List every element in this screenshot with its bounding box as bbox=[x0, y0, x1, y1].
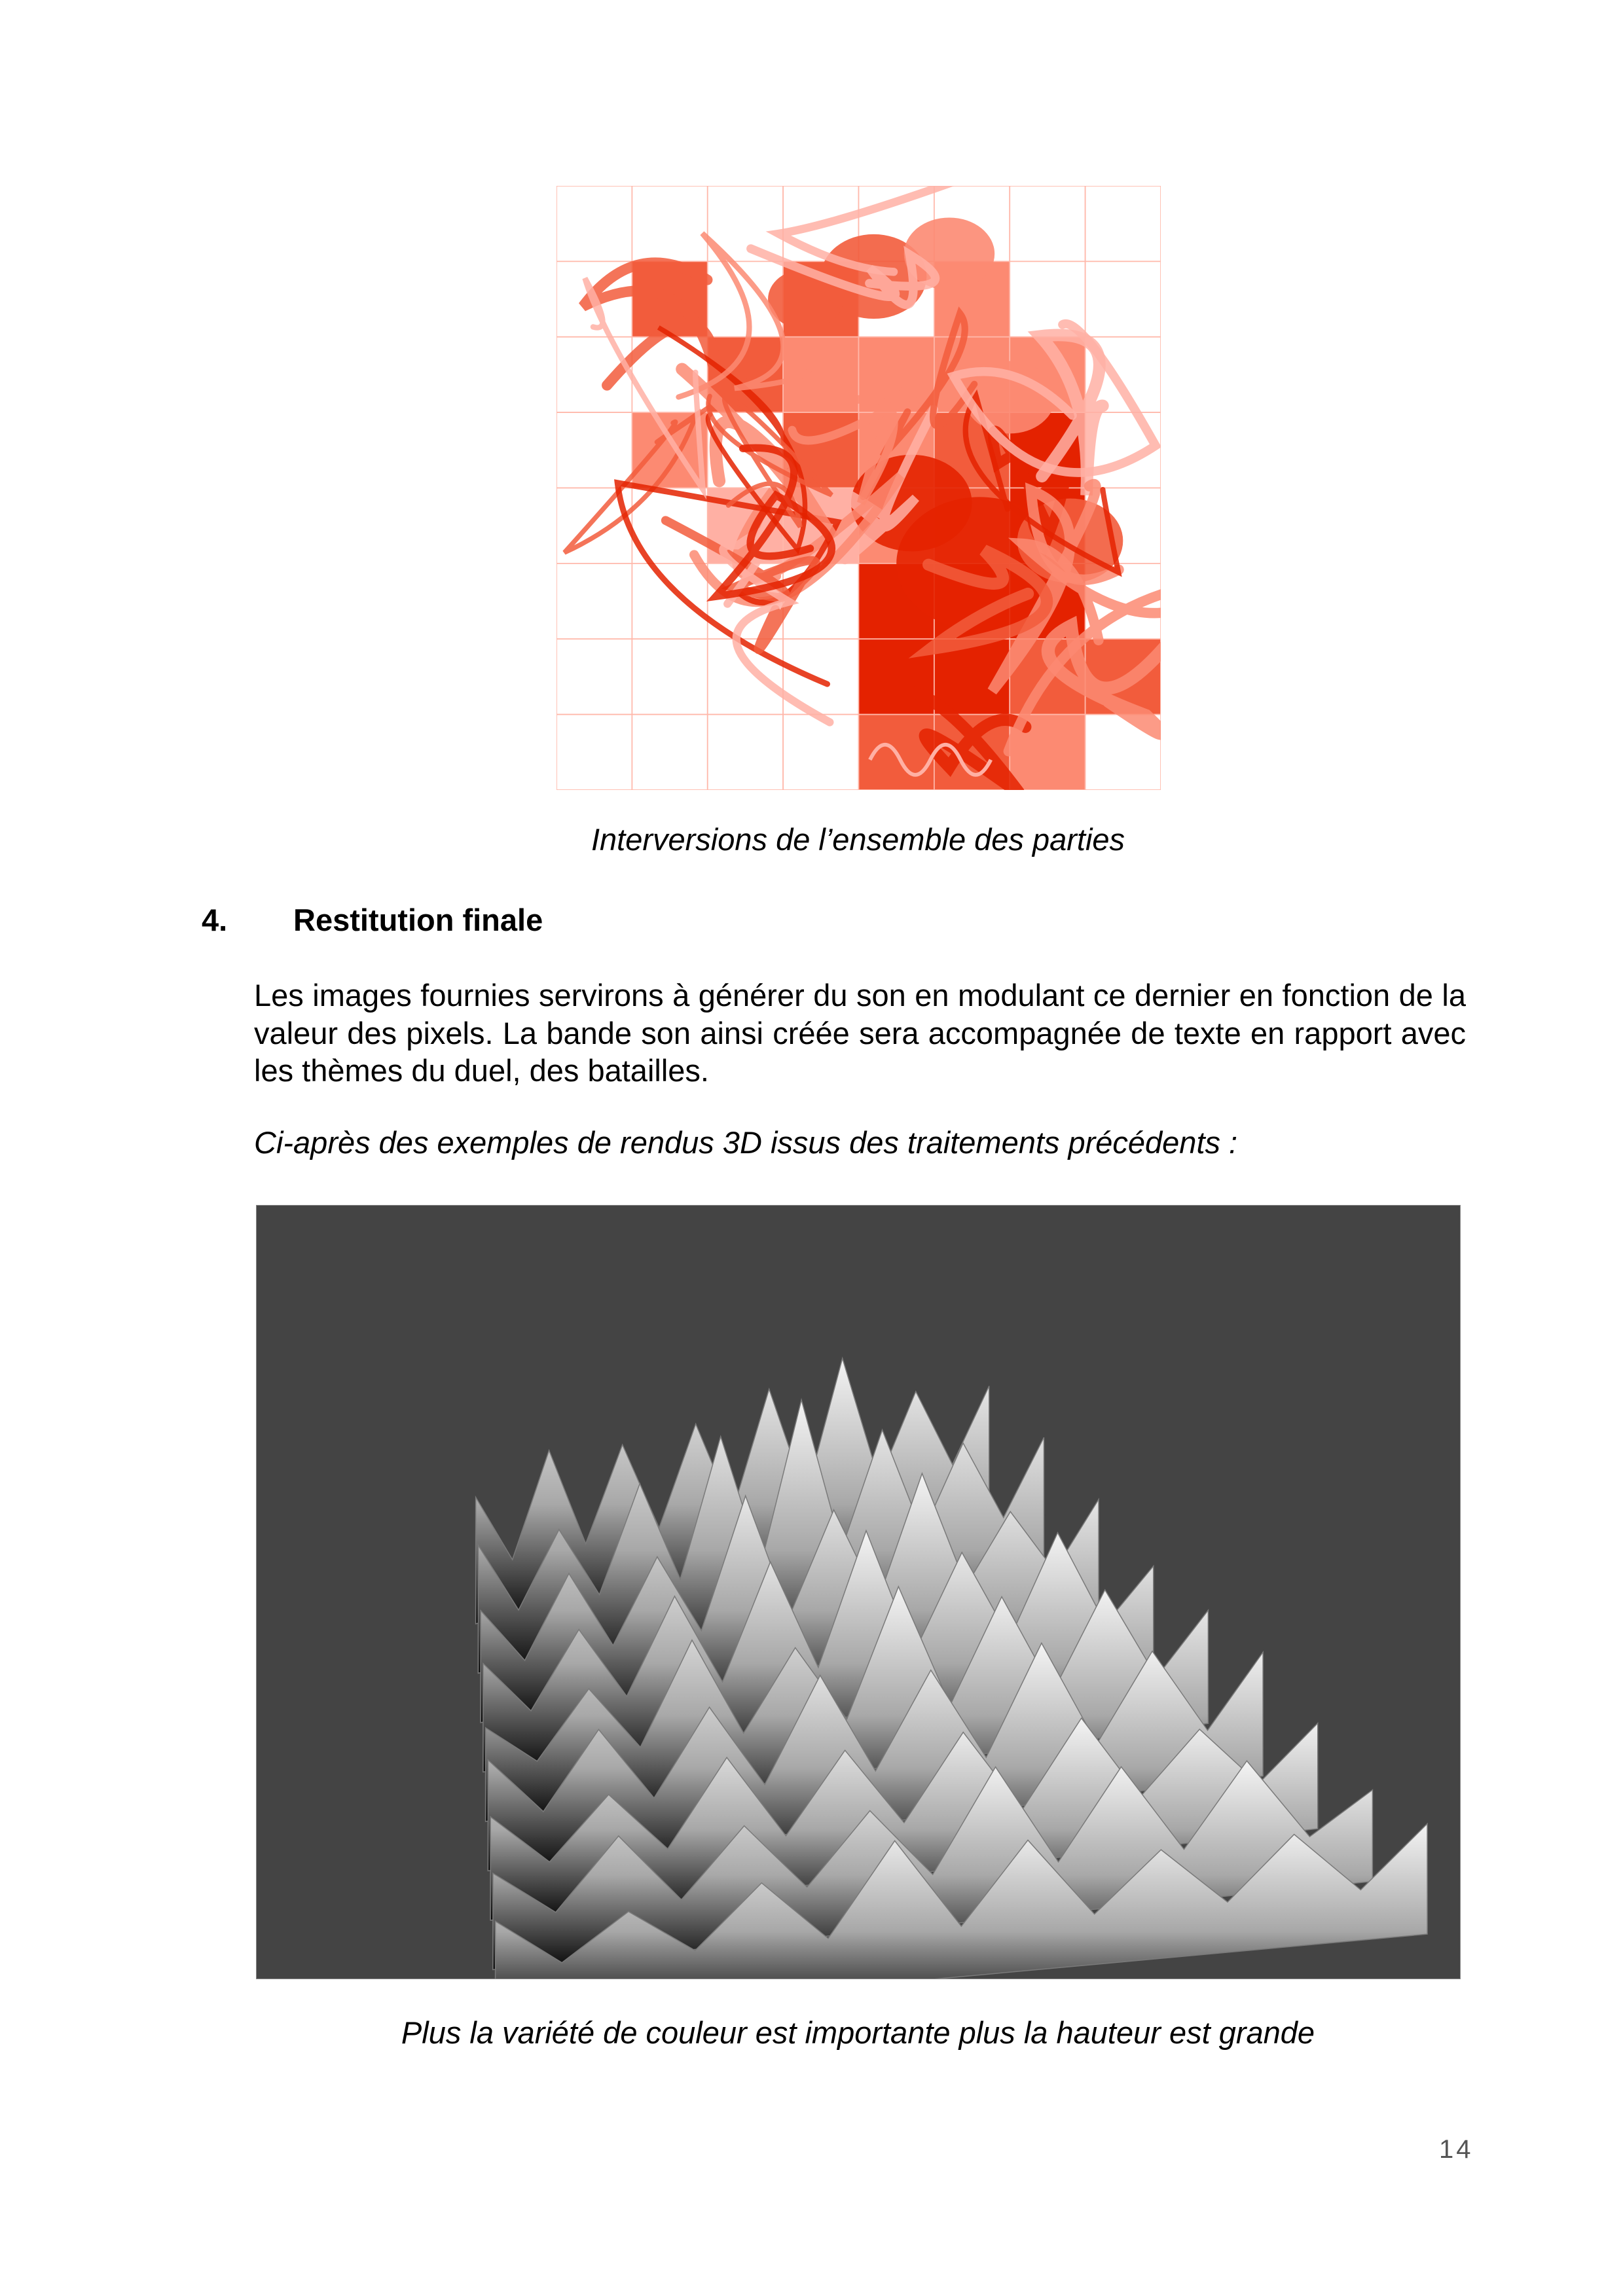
collage-cell bbox=[708, 639, 783, 714]
collage-cell bbox=[783, 715, 858, 790]
section-heading bbox=[202, 902, 543, 939]
grayscale-3d-terrain-render bbox=[256, 1205, 1461, 1979]
collage-cell bbox=[632, 186, 707, 261]
examples-intro-text: Ci-après des exemples de rendus 3D issus des traitements précédents : bbox=[254, 1125, 1238, 1160]
collage-cell bbox=[556, 412, 632, 488]
body-paragraph: Les images fournies servirons à générer du son en modulant ce dernier en fonction de la valeur des pixels. La bande son ainsi créée sera accompagnée de texte en rapport avec les thèmes du duel, des batailles. bbox=[254, 978, 1466, 1088]
terrain-surface bbox=[476, 1358, 1427, 1979]
figure-caption-interversions: Interversions de l’ensemble des parties bbox=[591, 822, 1125, 857]
collage-cell bbox=[556, 715, 632, 790]
collage-cell bbox=[783, 337, 858, 412]
collage-cell bbox=[632, 639, 707, 714]
collage-blob bbox=[904, 217, 994, 290]
figure-caption-hauteur: Plus la variété de couleur est importante plus la hauteur est grande bbox=[401, 2015, 1315, 2050]
collage-cell bbox=[556, 639, 632, 714]
section-number: 4. bbox=[202, 903, 228, 937]
page-number: 14 bbox=[1439, 2135, 1474, 2164]
collage-cell bbox=[708, 715, 783, 790]
collage-cell bbox=[632, 564, 707, 639]
section-title: Restitution finale bbox=[293, 903, 543, 937]
collage-cell bbox=[1085, 186, 1161, 261]
collage-cell bbox=[556, 186, 632, 261]
collage-cell bbox=[556, 564, 632, 639]
collage-cell bbox=[1085, 261, 1161, 336]
red-checkerboard-collage-image bbox=[556, 186, 1161, 790]
collage-cell bbox=[632, 715, 707, 790]
collage-cell bbox=[1010, 186, 1085, 261]
